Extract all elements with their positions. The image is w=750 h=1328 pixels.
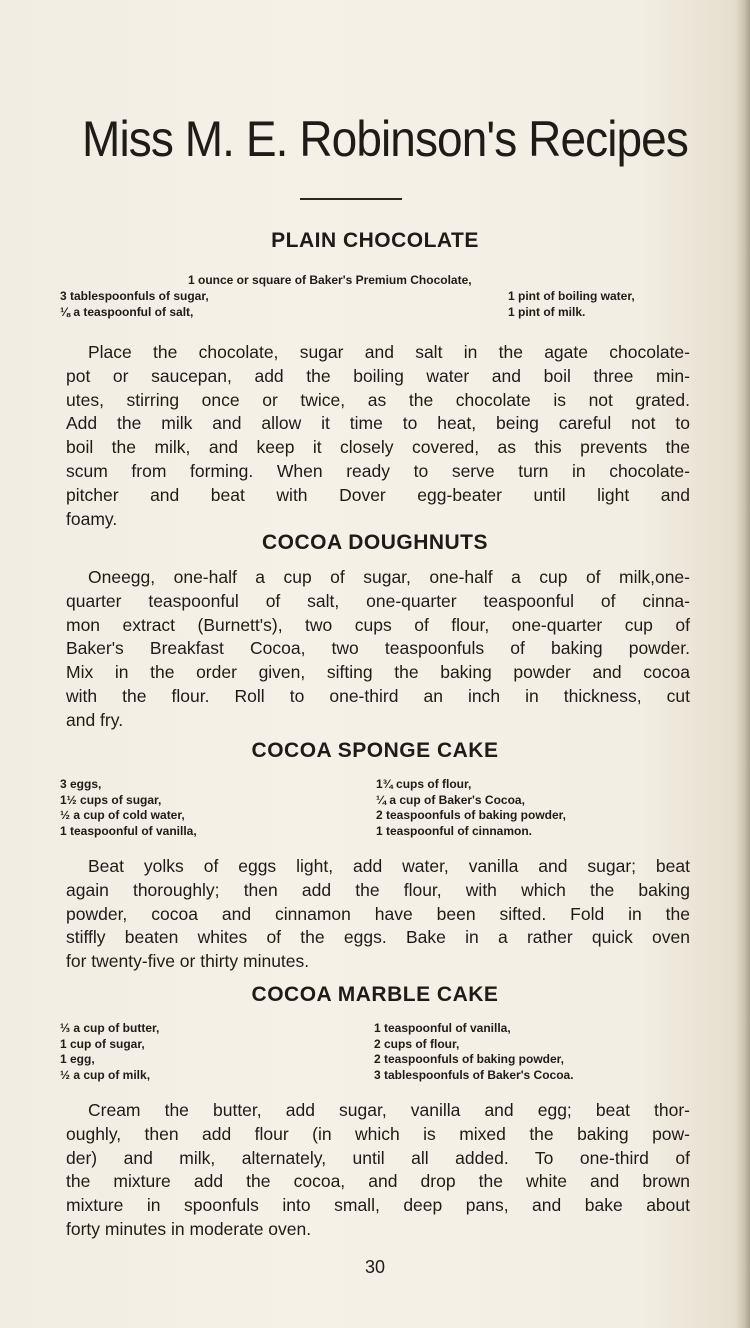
text-line: Add the milk and allow it time to heat, being careful not to bbox=[66, 413, 690, 434]
text-line: forty minutes in moderate oven. bbox=[66, 1218, 312, 1239]
ingredient-line: 1 egg, bbox=[60, 1052, 95, 1066]
ingredient-line: 3 tablespoonfuls of Baker's Cocoa. bbox=[374, 1067, 574, 1082]
text-line: powder, cocoa and cinnamon have been sifted. Fold in the bbox=[66, 903, 690, 924]
recipe-instructions bbox=[66, 566, 690, 733]
text-line: Cream the butter, add sugar, vanilla and egg; beat thor- bbox=[88, 1100, 690, 1120]
recipe-heading-cocoa-doughnuts: COCOA DOUGHNUTS bbox=[261, 531, 489, 554]
text-line: Mix in the order given, sifting the baking powder and cocoa bbox=[66, 662, 690, 683]
ingredients-right-column bbox=[376, 777, 566, 839]
title-divider bbox=[300, 198, 402, 200]
text-line: stiffly beaten whites of the eggs. Bake in a rather quick oven bbox=[66, 927, 690, 948]
text-line: mon extract (Burnett's), two cups of flour, one-quarter cup of bbox=[66, 614, 690, 635]
text-line: der) and milk, alternately, until all added. To one-third of bbox=[66, 1147, 690, 1168]
ingredient-line: 1¾ cups of flour, bbox=[376, 777, 472, 791]
ingredients-left-column bbox=[60, 1021, 159, 1083]
ingredient-line: 3 tablespoonfuls of sugar, bbox=[60, 289, 209, 303]
ingredient-line: 1 pint of boiling water, bbox=[508, 289, 635, 303]
ingredient-line: 1 ounce or square of Baker's Premium Chocolate, bbox=[188, 273, 472, 287]
ingredient-line: ⅓ a cup of butter, bbox=[60, 1021, 160, 1035]
ingredient-line: 1 teaspoonful of cinnamon. bbox=[376, 823, 533, 838]
text-line: foamy. bbox=[66, 508, 118, 529]
ingredient-line: 3 eggs, bbox=[60, 777, 102, 791]
text-line: Baker's Breakfast Cocoa, two teaspoonfuls of baking powder. bbox=[66, 638, 690, 659]
text-line: pot or saucepan, add the boiling water and boil three min- bbox=[66, 365, 690, 386]
recipe-heading-cocoa-marble-cake: COCOA MARBLE CAKE bbox=[251, 983, 499, 1006]
recipe-instructions bbox=[66, 855, 690, 974]
text-line: oughly, then add flour (in which is mixed the baking pow- bbox=[66, 1123, 690, 1144]
ingredient-line: ½ a cup of milk, bbox=[60, 1067, 151, 1082]
ingredient-line: 2 cups of flour, bbox=[374, 1036, 460, 1051]
recipe-instructions bbox=[66, 1099, 690, 1242]
ingredient-line: 2 teaspoonfuls of baking powder, bbox=[376, 808, 567, 822]
ingredient-line: 1 teaspoonful of vanilla, bbox=[60, 823, 197, 838]
ingredient-line: 1 cup of sugar, bbox=[60, 1036, 145, 1051]
ingredients-right-column bbox=[374, 1021, 574, 1083]
text-line: Oneegg, one-half a cup of sugar, one-half a cup of milk,one- bbox=[88, 567, 690, 587]
ingredient-line: ⅛ a teaspoonful of salt, bbox=[60, 304, 194, 319]
ingredients-left-column bbox=[60, 289, 209, 320]
text-line: scum from forming. When ready to serve turn in chocolate- bbox=[66, 460, 690, 481]
text-line: for twenty-five or thirty minutes. bbox=[66, 951, 310, 972]
text-line: quarter teaspoonful of salt, one-quarter teaspoonful of cinna- bbox=[66, 590, 690, 611]
text-line: utes, stirring once or twice, as the chocolate is not grated. bbox=[66, 389, 690, 410]
text-line: Beat yolks of eggs light, add water, vanilla and sugar; beat bbox=[88, 856, 690, 876]
ingredient-line: 1 teaspoonful of vanilla, bbox=[374, 1021, 511, 1035]
ingredient-line: 1 pint of milk. bbox=[508, 304, 586, 319]
ingredient-line: ½ a cup of cold water, bbox=[60, 808, 185, 822]
text-line: Place the chocolate, sugar and salt in the agate chocolate- bbox=[88, 342, 690, 362]
text-line: pitcher and beat with Dover egg-beater until light and bbox=[66, 484, 690, 505]
text-line: mixture in spoonfuls into small, deep pans, and bake about bbox=[66, 1195, 690, 1216]
page-number: 30 bbox=[364, 1257, 386, 1277]
text-line: and fry. bbox=[66, 709, 124, 730]
text-line: with the flour. Roll to one-third an inch in thickness, cut bbox=[66, 685, 690, 706]
recipe-heading-cocoa-sponge-cake: COCOA SPONGE CAKE bbox=[251, 739, 499, 762]
text-line: the mixture add the cocoa, and drop the white and brown bbox=[66, 1171, 690, 1192]
page-title: Miss M. E. Robinson's Recipes bbox=[82, 111, 688, 167]
page-edge-shadow bbox=[736, 0, 750, 1328]
text-line: again thoroughly; then add the flour, with which the baking bbox=[66, 879, 690, 900]
ingredient-line: ¼ a cup of Baker's Cocoa, bbox=[376, 792, 525, 807]
ingredient-line: 1½ cups of sugar, bbox=[60, 792, 162, 807]
recipe-heading-plain-chocolate: PLAIN CHOCOLATE bbox=[271, 229, 479, 252]
recipe-instructions bbox=[66, 341, 690, 531]
ingredients-right-column bbox=[508, 289, 635, 320]
ingredients-left-column bbox=[60, 777, 197, 839]
ingredient-line: 2 teaspoonfuls of baking powder, bbox=[374, 1052, 565, 1066]
text-line: boil the milk, and keep it closely covered, as this prevents the bbox=[66, 437, 690, 458]
